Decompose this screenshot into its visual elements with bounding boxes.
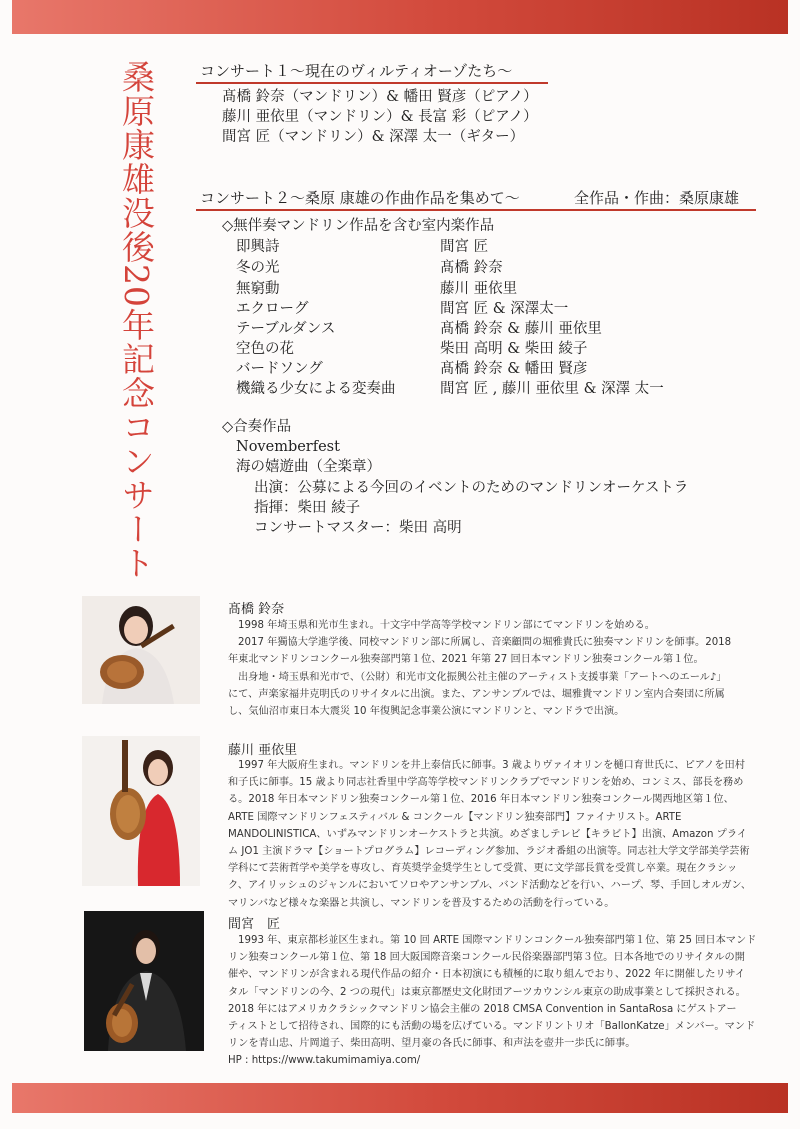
ensemble-concertmaster: コンサートマスター：柴田 高明 (254, 520, 462, 536)
concert1-line: 藤川 亜依里（マンドリン）& 長富 彩（ピアノ） (222, 109, 538, 125)
piece-performer: 間宮 匠 , 藤川 亜依里 & 深澤 太一 (440, 381, 664, 397)
concert1-heading: コンサート１〜現在のヴィルティオーゾたち〜 (200, 62, 513, 80)
bio-text-mamiya (228, 932, 757, 1070)
bio-name: 髙橋 鈴奈 (228, 602, 285, 617)
bio-text-fujikawa (228, 757, 752, 912)
bio-line: る。2018 年日本マンドリン独奏コンクール第１位、2016 年日本マンドリン独奏コンクール関西地区第１位、 (228, 794, 734, 806)
piece-title: バードソング (236, 361, 323, 377)
bio-line: 1997 年大阪府生まれ。マンドリンを井上泰信氏に師事。3 歳よりヴァイオリンを樋口育世氏に、ピアノを田村 (238, 760, 745, 771)
ensemble-work: Novemberfest (236, 439, 340, 455)
piece-title: 冬の光 (236, 260, 280, 276)
bio-line: HP : https://www.takumimamiya.com/ (228, 1055, 421, 1067)
bio-line: 2018 年にはアメリカクラシックマンドリン協会主催の 2018 CMSA Convention in SantaRosa にゲストアー (228, 1003, 737, 1015)
bio-line: 催や、マンドリンが含まれる現代作品の紹介・日本初演にも積極的に取り組んでおり、2022 年に開催したリサイ (228, 969, 746, 981)
bio-line: 和子氏に師事。15 歳より同志社香里中学高等学校マンドリンクラブでマンドリンを始め、コンミス、部長を務め (228, 777, 744, 789)
ensemble-performers: 出演：公募による今回のイベントのためのマンドリンオーケストラ (254, 480, 689, 496)
piece-performer: 藤川 亜依里 (440, 281, 518, 297)
bio-line: し、気仙沼市東日本大震災 10 年復興記念事業公演にマンドリンと、マンドラで出演。 (228, 706, 625, 718)
piece-title: 機織る少女による変奏曲 (236, 381, 396, 397)
bio-line: リン独奏コンクール第１位、第 18 回大阪国際音楽コンクール民俗楽器部門第３位。日本各地でのリサイタルの開 (228, 952, 745, 964)
bio-line: 2017 年獨協大学進学後、同校マンドリン部に所属し、音楽顧問の堀雅貴氏に独奏マンドリンを師事。2018 (238, 637, 732, 649)
bio-line: にて、声楽家福井克明氏のリサイタルに出演。また、アンサンブルでは、堀雅貴マンドリン室内合奏団に所属 (228, 688, 725, 700)
piece-performer: 髙橋 鈴奈 (440, 260, 503, 276)
concert1-line: 髙橋 鈴奈（マンドリン）& 幡田 賢彦（ピアノ） (222, 89, 538, 105)
bottom-color-band (12, 1083, 788, 1113)
ensemble-conductor: 指揮：柴田 綾子 (254, 500, 361, 516)
concert2-note: 全作品・作曲：桑原康雄 (574, 189, 740, 207)
bio-line: ク、アイリッシュのジャンルにおいてソロやアンサンブル、バンド活動などを行い、ハープ、琴、手回しオルガン、 (228, 880, 752, 892)
bio-line: タル「マンドリンの今、2 つの現代」は東京都歴史文化財団アーツカウンシル東京の助成事業として採択される。 (228, 986, 746, 998)
bio-line: ティストとして招待され、国際的にも活動の場を広げている。マンドリントリオ「BallonKatze」メンバー。マンド (228, 1021, 756, 1033)
bio-line: MANDOLINISTICA、いずみマンドリンオーケストラと共演。めざましテレビ【キラビト】出演、Amazon プライ (228, 828, 747, 840)
bio-line: 1993 年、東京都杉並区生まれ。第 10 回 ARTE 国際マンドリンコンクール独奏部門第１位、第 25 回日本マンド (238, 935, 757, 946)
bio-line: 学科にて芸術哲学や美学を専攻し、育英奨学金奨学生として受賞、更に文学部長賞を受賞し卒業。現在クラシッ (228, 863, 738, 875)
piece-performer: 間宮 匠 & 深澤太一 (440, 301, 569, 317)
bio-line: マリンバなど様々な楽器と共演し、マンドリンを普及するための活動を行っている。 (228, 897, 615, 909)
piece-performer: 髙橋 鈴奈 & 藤川 亜依里 (440, 321, 602, 337)
piece-title: 空色の花 (236, 341, 294, 357)
piece-title: 無窮動 (236, 281, 280, 297)
piece-performer: 髙橋 鈴奈 & 幡田 賢彦 (440, 361, 588, 377)
performer-photo-takahashi (82, 596, 200, 704)
piece-performer: 間宮 匠 (440, 239, 489, 255)
bio-line: ARTE 国際マンドリンフェスティバル & コンクール【マンドリン独奏部門】ファイナリスト。ARTE (228, 811, 682, 823)
ensemble-work: 海の嬉遊曲（全楽章） (236, 459, 381, 475)
concert1-rule (196, 82, 548, 84)
top-color-band (12, 0, 788, 34)
performer-photo-fujikawa (82, 736, 200, 886)
piece-performer: 柴田 高明 & 柴田 綾子 (440, 341, 588, 357)
bio-line: 1998 年埼玉県和光市生まれ。十文字中学高等学校マンドリン部にてマンドリンを始める。 (238, 620, 655, 631)
vertical-title: 桑原康雄没後20年記念コンサート (117, 60, 156, 580)
concert1-line: 間宮 匠（マンドリン）& 深澤 太一（ギター） (222, 129, 525, 145)
bio-line: リンを青山忠、片岡道子、柴田高明、望月豪の各氏に師事、和声法を壺井一歩氏に師事。 (228, 1038, 636, 1050)
bio-line: 出身地・埼玉県和光市で、（公財）和光市文化振興公社主催のアーティスト支援事業「アートへのエール♪」 (238, 671, 727, 683)
piece-title: 即興詩 (236, 239, 280, 255)
concert2-heading: コンサート２〜桑原 康雄の作曲作品を集めて〜 (200, 189, 520, 207)
bio-text-takahashi (228, 617, 738, 720)
piece-title: エクローグ (236, 301, 309, 317)
concert2-rule (196, 209, 756, 211)
bio-line: 年東北マンドリンコンクール独奏部門第１位、2021 年第 27 回日本マンドリン独奏コンクール第１位。 (228, 654, 704, 666)
bio-name: 間宮 匠 (228, 917, 281, 932)
bio-line: ム JO1 主演ドラマ【ショートプログラム】レコーディング参加、ラジオ番組の出演等。同志社大学文学部美学芸術 (228, 846, 750, 858)
ensemble-heading: ◇合奏作品 (222, 419, 292, 435)
bio-name: 藤川 亜依里 (228, 743, 298, 758)
piece-title: テーブルダンス (236, 321, 336, 337)
chamber-heading: ◇無伴奏マンドリン作品を含む室内楽作品 (222, 218, 495, 234)
performer-photo-mamiya (84, 911, 204, 1051)
